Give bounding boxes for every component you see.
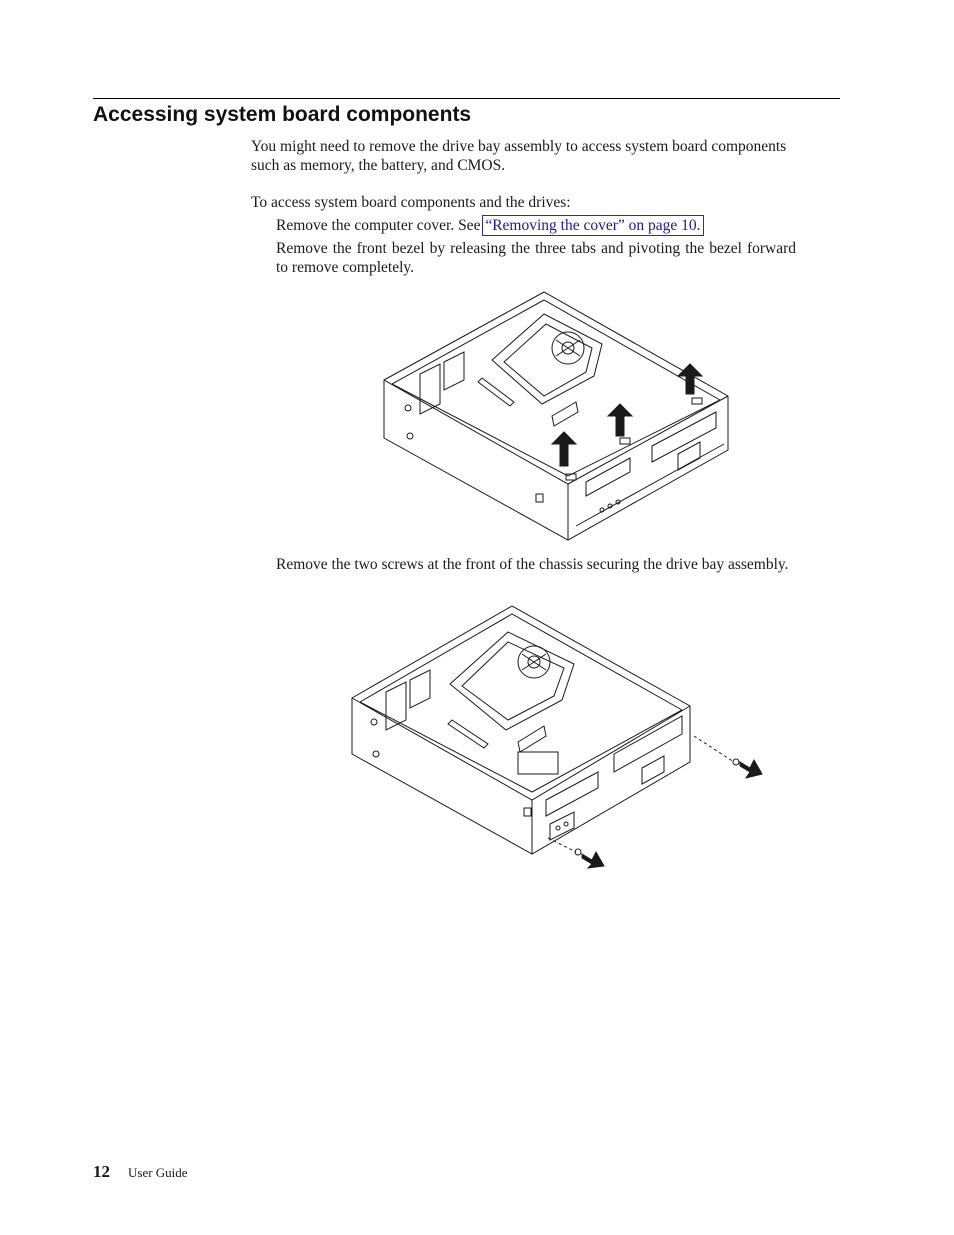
page-footer xyxy=(93,1162,188,1182)
lead-in-paragraph: To access system board components and the drives: xyxy=(251,194,571,211)
page-title: Accessing system board components xyxy=(93,103,472,126)
screw-removal-figure xyxy=(348,602,768,870)
step-remove-bezel: Remove the front bezel by releasing the three tabs and pivoting the bezel forward to remove completely. xyxy=(276,240,796,276)
removing-cover-link[interactable]: “Removing the cover” on page 10. xyxy=(485,217,701,234)
page-number: 12 xyxy=(93,1162,110,1181)
heading-rule xyxy=(93,98,840,99)
step-remove-screws: Remove the two screws at the front of the chassis securing the drive bay assembly. xyxy=(276,556,789,573)
step-remove-cover xyxy=(276,216,796,235)
intro-paragraph: You might need to remove the drive bay assembly to access system board components such as memory, the battery, and CMOS. xyxy=(251,138,787,174)
step-remove-cover-text: Remove the computer cover. See xyxy=(276,217,485,234)
bezel-removal-figure xyxy=(380,288,732,544)
guide-name: User Guide xyxy=(128,1165,188,1180)
